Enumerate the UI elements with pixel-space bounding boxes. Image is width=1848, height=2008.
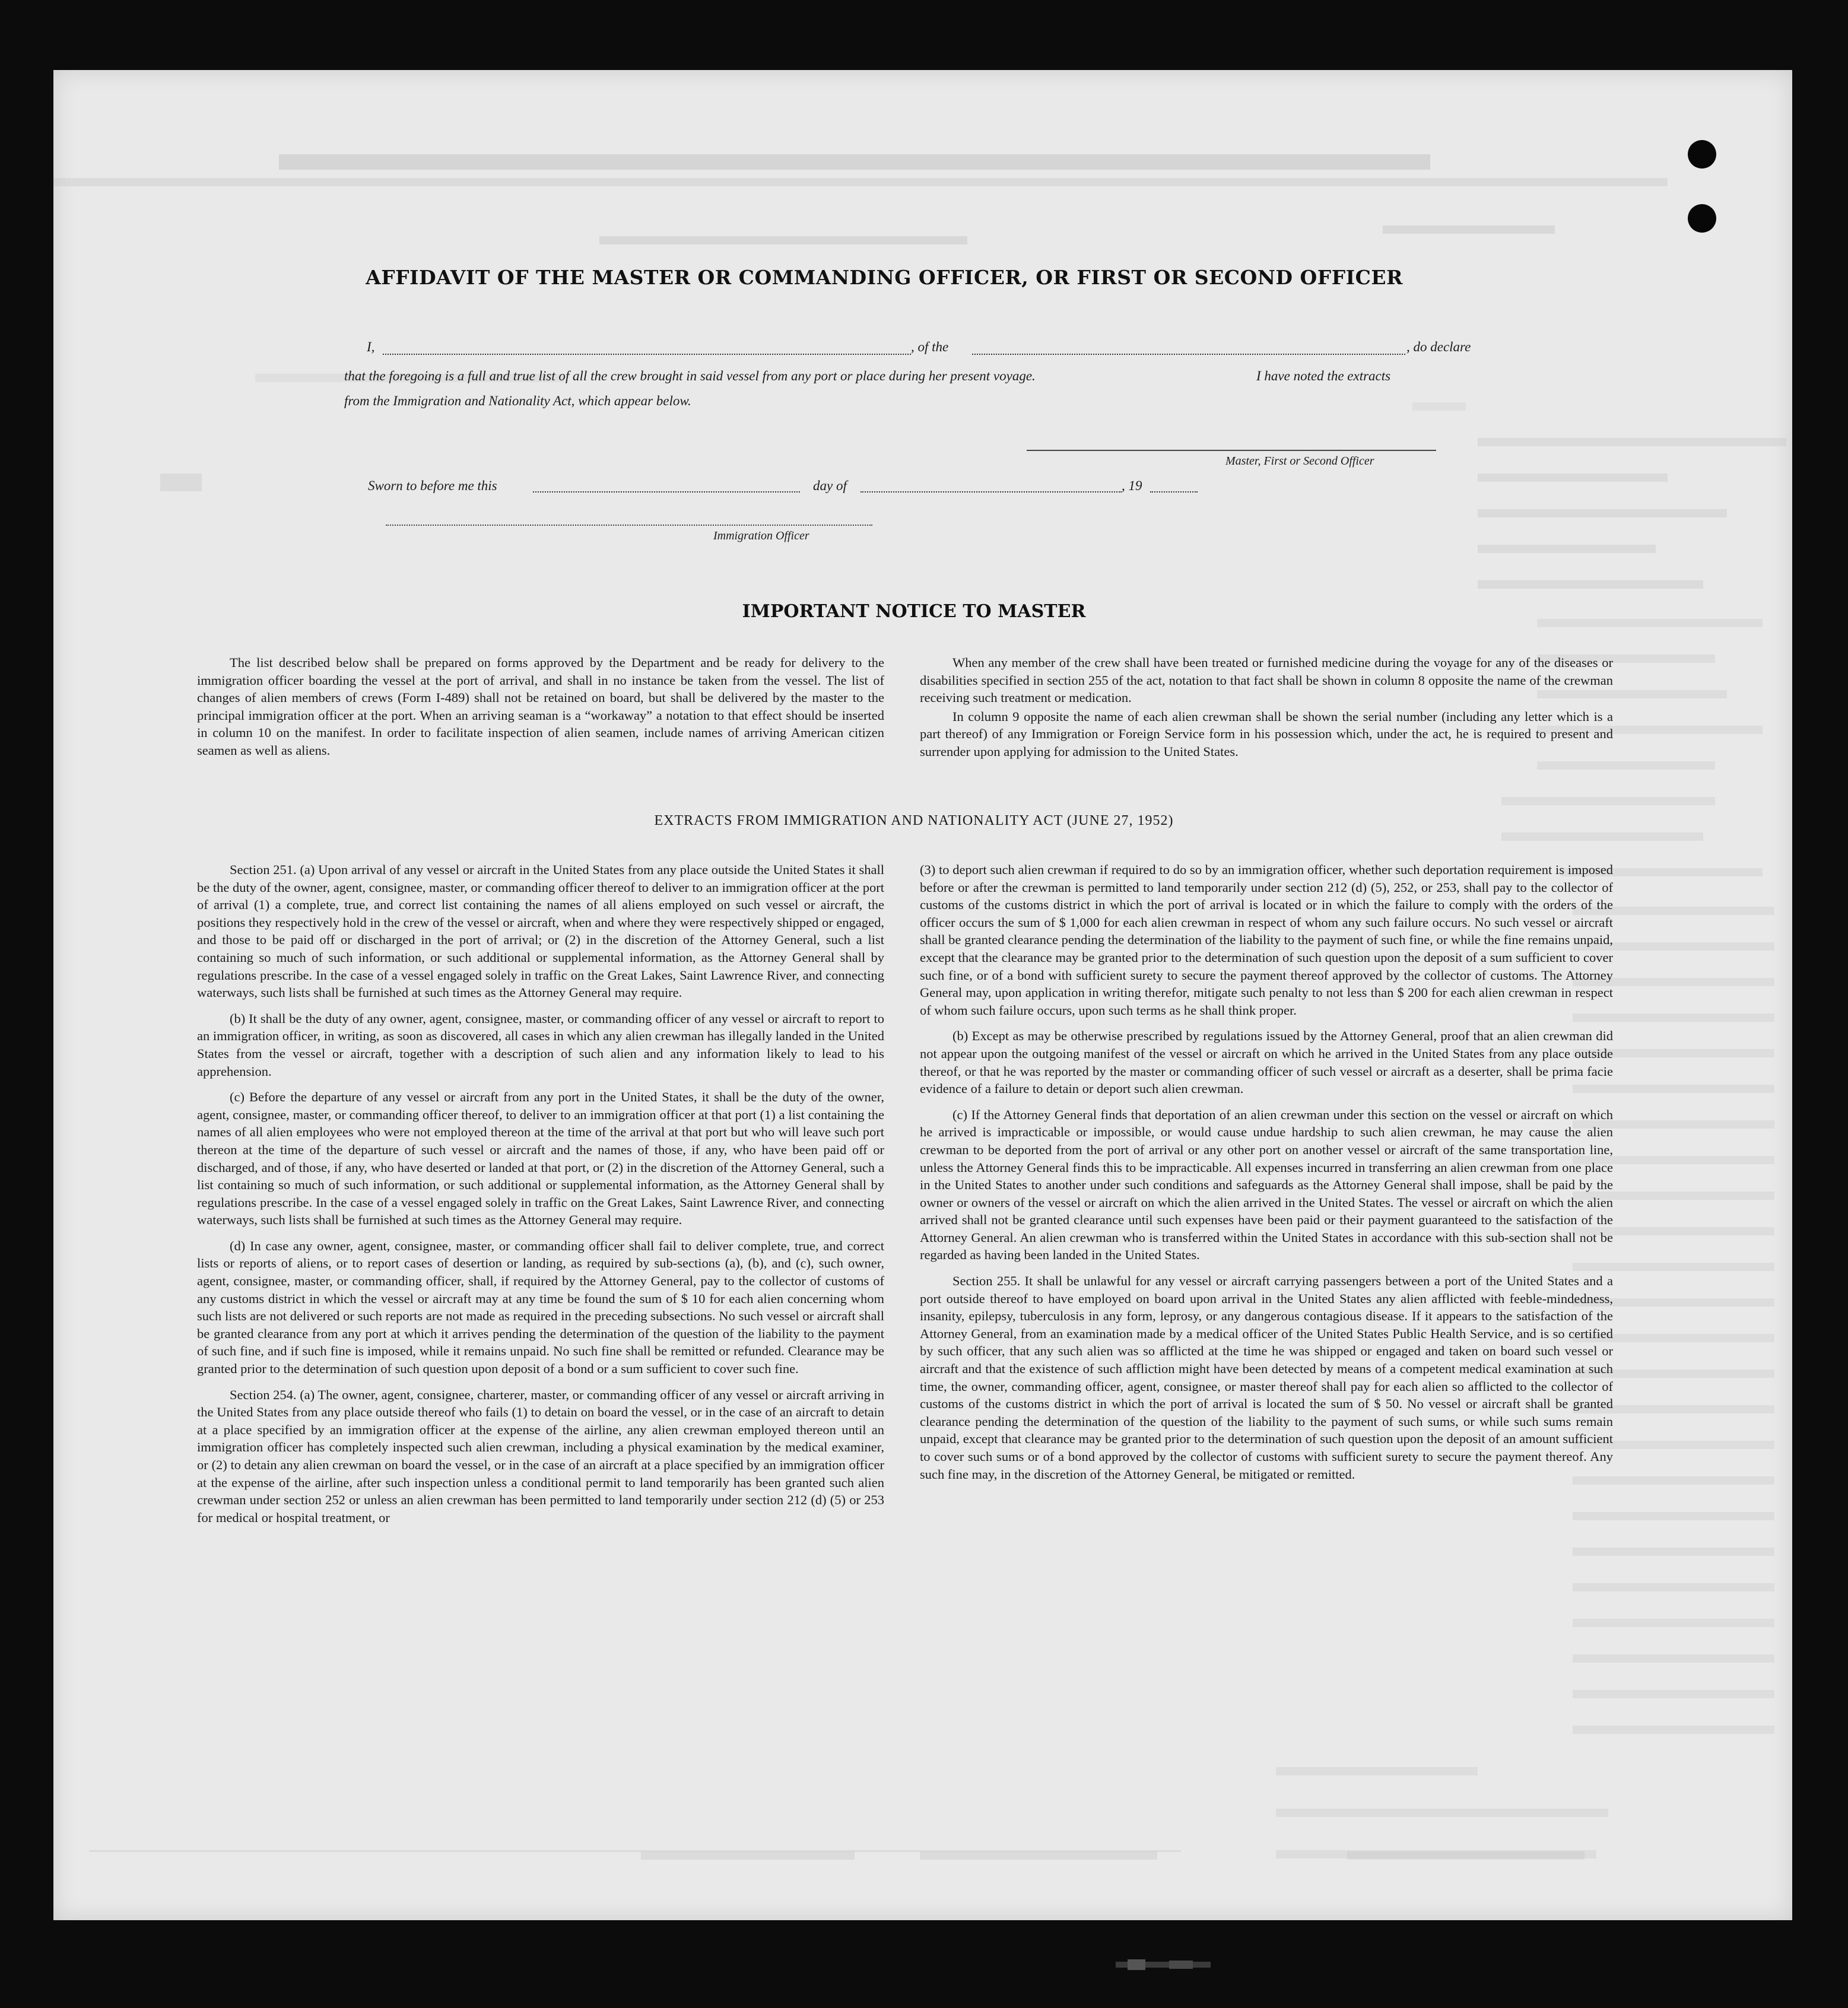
extracts-left-column [197,861,884,1534]
section-251-a: Section 251. (a) Upon arrival of any vessel or aircraft in the United States from any place outside the United States it shall be the duty of the owner, agent, consignee, master, or commanding officer thereof to deliver to an immigration officer at the port of arrival (1) a complete, true, and correct list containing the names of all aliens employed on such vessel or aircraft, the positions they respectively hold in the crew of the vessel or aircraft, when and where they were respectively shipped or engaged, and those to be paid off or discharged in the port of arrival; or (2) in the discretion of the Attorney General, such a list containing so much of such information, or such additional or supplemental information, as the Attorney General shall by regulations prescribe. In the case of a vessel engaged solely in traffic on the Great Lakes, Saint Lawrence River, and connecting waterways, such lists shall be furnished at such times as the Attorney General may require. [197,862,884,1000]
section-251-c: (c) Before the departure of any vessel or aircraft from any port in the United States, it shall be the duty of the owner, agent, consignee, master, or commanding officer thereof, to deliver to an immigration officer at that port (1) a list containing the names of all alien employees who were not employed thereon at the time of the arrival at that port but who will leave such port thereon at the time of the departure of such vessel or aircraft and the names of those, if any, who have been paid off or discharged, and of those, if any, who have deserted or landed at that port, or (2) in the discretion of the Attorney General, such a list containing so much of such information, or such additional or supplemental information, as the Attorney General shall by regulations prescribe. In the case of a vessel engaged solely in traffic on the Great Lakes, Saint Lawrence River, and connecting waterways, such lists shall be furnished at such times as the Attorney General may require. [197,1089,884,1228]
sworn-day-field[interactable] [533,491,800,493]
sworn-year-field[interactable] [1150,491,1198,493]
noted-extracts-text: I have noted the extracts [1256,368,1391,383]
notice-right-column [920,654,1613,769]
extracts-right-column [920,861,1613,1491]
extracts-title: EXTRACTS FROM IMMIGRATION AND NATIONALITY ACT (JUNE 27, 1952) [654,813,1174,828]
punch-hole [1688,140,1716,169]
section-254-c: (c) If the Attorney General finds that deportation of an alien crewman under this section on the vessel or aircraft on which he arrived is impracticable or impossible, or would cause undue hardship to such alien crewman, he may cause the alien crewman to be deported from the port of arrival or any other port on another vessel or aircraft of the same transportation line, unless the Attorney General finds this to be impracticable. All expenses incurred in transferring an alien crewman from one place in the United States to another under such conditions and safeguards as the Attorney General shall impose, shall be paid by the owner or owners of the vessel or aircraft on which the alien arrived in the United States. The vessel or aircraft on which the alien arrived shall not be granted clearance until such expenses have been paid or their payment guaranteed to the satisfaction of the Attorney General. An alien crewman who is transferred within the United States in accordance with this sub-section shall not be regarded as having been landed in the United States. [920,1107,1613,1263]
notice-left-paragraph: The list described below shall be prepared on forms approved by the Department and be ready for delivery to the immigration officer boarding the vessel at the port of arrival, and shall in no instance be taken from the vessel. The list of changes of alien members of crews (Form I-489) shall not be retained on board, but shall be delivered by the master to the principal immigration officer at the port. When an arriving seaman is a “workaway” a notation to that effect should be inserted in column 10 on the manifest. In order to facilitate inspection of alien seamen, include names of arriving American citizen seamen as well as aliens. [197,655,884,758]
important-notice-title: IMPORTANT NOTICE TO MASTER [742,601,1086,622]
section-254-b: (b) Except as may be otherwise prescribed by regulations issued by the Attorney General, proof that an alien crewman did not appear upon the outgoing manifest of the vessel or aircraft on which he arrived in the United States from any place outside thereof, or that he was reported by the master or commanding officer of such vessel or aircraft as a deserter, shall be prima facie evidence of a failure to detain or deport such alien crewman. [920,1028,1613,1097]
day-of-label: day of [813,478,847,493]
notice-right-paragraph-2: In column 9 opposite the name of each alien crewman shall be shown the serial number (including any letter which is a part thereof) of any Immigration or Foreign Service form in his possession which, under the act, he is required to present and surrender upon applying for admission to the United States. [920,708,1613,759]
affidavit-title: AFFIDAVIT OF THE MASTER OR COMMANDING OFFICER, OR FIRST OR SECOND OFFICER [366,266,1403,289]
immigration-officer-label: Immigration Officer [713,529,809,542]
notice-right-paragraph-1: When any member of the crew shall have been treated or furnished medicine during the voyage for any of the diseases or disabilities specified in section 255 of the act, notation to that fact shall be shown in column 8 opposite the name of the crewman receiving such treatment or medication. [920,655,1613,706]
master-signature-line[interactable] [1027,450,1436,451]
master-signature-label: Master, First or Second Officer [1225,455,1374,468]
year-label: , 19 [1122,478,1142,493]
document-page [53,70,1792,1920]
section-254-a: Section 254. (a) The owner, agent, consignee, charterer, master, or commanding officer of any vessel or aircraft arriving in the United States from any place outside thereof who fails (1) to detain on board the vessel, or in the case of an aircraft to detain at a place specified by an immigration officer at the expense of the airline, any alien crewman employed thereon until an immigration officer has completely inspected such alien crewman, including a physical examination by the medical examiner, or (2) to detain any alien crewman on board the vessel, or in the case of an aircraft at a place specified by an immigration officer at the expense of the airline, after such inspection unless a conditional permit to land temporarily has been granted such alien crewman under section 252 or unless an alien crewman has been permitted to land temporarily under section 212 (d) (5) or 253 for medical or hospital treatment, or [197,1387,884,1525]
declarant-name-field[interactable] [383,354,911,355]
do-declare-label: , do declare [1406,339,1471,354]
film-frame-mark [1116,1958,1211,1972]
sworn-month-field[interactable] [861,491,1122,493]
notice-left-column [197,654,884,768]
of-the-label: , of the [911,339,949,354]
vessel-name-field[interactable] [972,354,1405,355]
section-255: Section 255. It shall be unlawful for any vessel or aircraft carrying passengers between a port of the United States and a port outside thereof to have employed on board upon arrival in the United States any alien afflicted with feeble-mindedness, insanity, epilepsy, tuberculosis in any form, leprosy, or any dangerous contagious disease. If it appears to the satisfaction of the Attorney General, from an examination made by a medical officer of the United States Public Health Service, and is so certified by such officer, that any such alien was so afflicted at the time he was shipped or engaged and taken on board such vessel or aircraft and that the existence of such affliction might have been detected by means of a competent medical examination at such time, the owner, commanding officer, agent, consignee, or master thereof shall pay for each alien so afflicted to the collector of customs of the customs district in which the port of arrival is located the sum of $ 50. No vessel or aircraft shall be granted clearance pending the determination of the question of the liability to the payment of such sums, or while such sums remain unpaid, except that clearance may be granted prior to the determination of such question upon the deposit of an amount sufficient to cover such sums or of a bond approved by the collector of customs with sufficient surety to secure the payment thereof. Any such fine may, in the discretion of the Attorney General, be mitigated or remitted. [920,1273,1613,1482]
sworn-label: Sworn to before me this [368,478,497,493]
section-251-b: (b) It shall be the duty of any owner, agent, consignee, master, or commanding officer of any vessel or aircraft to report to an immigration officer, in writing, as soon as discovered, all cases in which any alien crewman has illegally landed in the United States from the vessel or aircraft, together with a description of such alien and any information likely to lead to his apprehension. [197,1011,884,1079]
section-254-a-continued: (3) to deport such alien crewman if required to do so by an immigration officer, whether such deportation requirement is imposed before or after the crewman is permitted to land temporarily under section 212 (d) (5), 252, or 253, shall pay to the collector of customs of the customs district in which the port of arrival is located or in which the failure to comply with the orders of the officer occurs the sum of $ 1,000 for each alien crewman in respect of whom any such failure occurs. No such vessel or aircraft shall be granted clearance pending the determination of the liability to the payment of such fine, or while the fine remains unpaid, except that the clearance may be granted prior to the determination of such question upon the deposit of a sum sufficient to cover such fine, or of a bond with sufficient surety to secure the payment thereof approved by the collector of customs. The Attorney General may, upon application in writing therefor, mitigate such penalty to not less than $ 200 for each alien crewman in respect of whom such failure occurs, upon such terms as he shall think proper. [920,862,1613,1018]
immigration-officer-signature-line[interactable] [386,525,872,526]
section-251-d: (d) In case any owner, agent, consignee, master, or commanding officer shall fail to deliver complete, true, and correct lists or reports of aliens, or to report cases of desertion or landing, as required by sub-sections (a), (b), and (c), such owner, agent, consignee, master, or commanding officer, shall, if required by the Attorney General, pay to the collector of customs of any customs district in which the vessel or aircraft may at any time be found the sum of $ 10 for each alien concerning whom such lists are not delivered or such reports are not made as required in the preceding subsections. No such vessel or aircraft shall be granted clearance from any port at which it arrives pending the determination of the question of the liability to the payment of such fine, and if such fine is imposed, while it remains unpaid. No such fine shall be remitted or refunded. Clearance may be granted prior to the determination of such question upon deposit of a bond or a sum sufficient to cover such fine. [197,1238,884,1377]
affidavit-statement: that the foregoing is a full and true list of all the crew brought in said vessel from any port or place during her present voyage. [344,368,1036,383]
affidavit-i-label: I, [367,339,375,354]
punch-hole [1688,204,1716,233]
affidavit-act-reference: from the Immigration and Nationality Act, which appear below. [344,393,691,408]
